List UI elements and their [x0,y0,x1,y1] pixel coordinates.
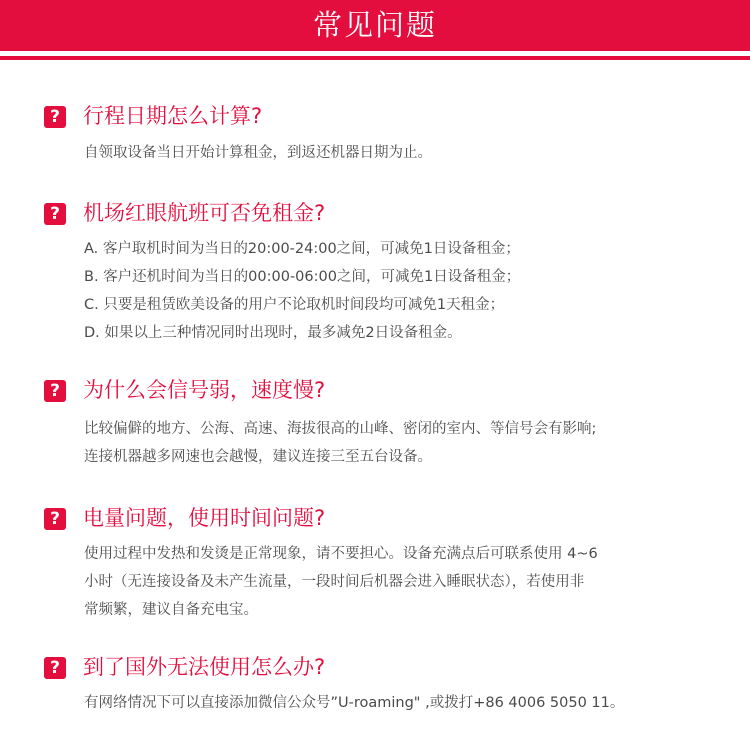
faq-answer [84,540,714,624]
faq-answer [84,415,714,471]
question-mark-icon: ? [44,508,66,530]
faq-answer-line: 自领取设备当日开始计算租金，到返还机器日期为止。 [84,145,432,161]
faq-answer-line: 比较偏僻的地方、公海、高速、海拔很高的山峰、密闭的室内、等信号会有影响; [84,421,597,437]
faq-answer [84,139,714,167]
faq-answer [84,689,714,717]
faq-answer-line: 有网络情况下可以直接添加微信公众号”U-roaming" ,或拨打+86 4006 5050 11。 [84,695,625,711]
faq-answer-line: 常频繁，建议自备充电宝。 [84,602,258,618]
faq-question: 行程日期怎么计算? [83,104,263,128]
faq-answer-line: B. 客户还机时间为当日的00:00-06:00之间，可减免1日设备租金； [84,269,521,285]
faq-answer-line: 连接机器越多网速也会越慢，建议连接三至五台设备。 [84,449,432,465]
faq-answer-line: A. 客户取机时间为当日的20:00-24:00之间，可减免1日设备租金； [84,241,520,257]
faq-question: 机场红眼航班可否免租金? [83,201,326,225]
question-mark-icon: ? [44,106,66,128]
question-mark-icon: ? [44,657,66,679]
header-divider [0,56,750,60]
faq-question: 为什么会信号弱，速度慢? [83,378,326,402]
faq-question: 到了国外无法使用怎么办? [83,655,326,679]
faq-answer-line: 使用过程中发热和发烫是正常现象，请不要担心。设备充满点后可联系使用 4~6 [84,546,598,562]
faq-answer [84,235,714,347]
faq-question: 电量问题，使用时间问题? [83,506,326,530]
question-mark-icon: ? [44,203,66,225]
faq-answer-line: C. 只要是租赁欧美设备的用户不论取机时间段均可减免1天租金； [84,297,505,313]
question-mark-icon: ? [44,380,66,402]
faq-answer-line: 小时（无连接设备及未产生流量，一段时间后机器会进入睡眠状态），若使用非 [84,574,585,590]
page-title: 常见问题 [312,8,437,42]
faq-answer-line: D. 如果以上三种情况同时出现时，最多减免2日设备租金。 [84,325,462,341]
